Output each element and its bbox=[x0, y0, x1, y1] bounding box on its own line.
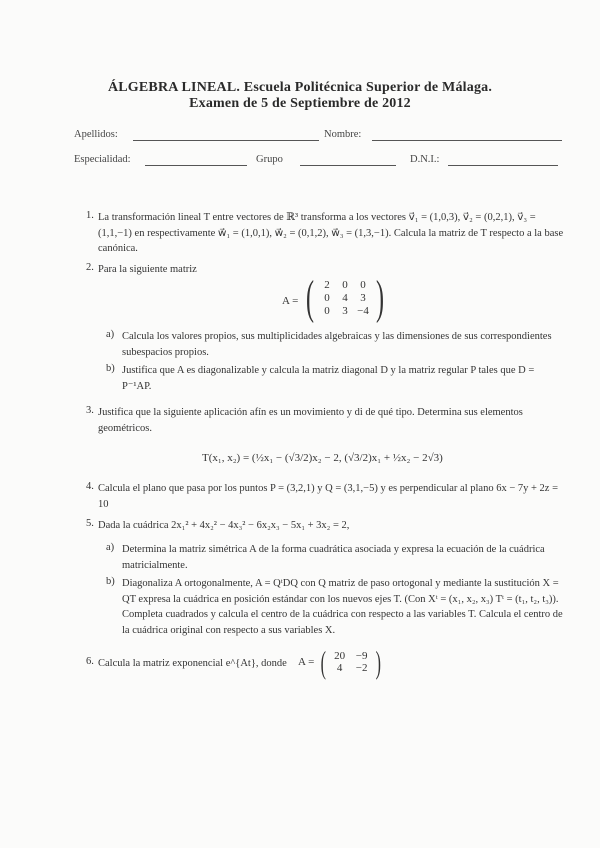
matrix-a-entries bbox=[318, 279, 372, 317]
part-label: b) bbox=[106, 363, 115, 374]
matrix-entry: 0 bbox=[342, 279, 348, 291]
apellidos-label: Apellidos: bbox=[74, 129, 118, 140]
question-number: 3. bbox=[86, 405, 94, 416]
question-number: 6. bbox=[86, 656, 94, 667]
matrix-entry: 3 bbox=[342, 305, 348, 317]
part-label: b) bbox=[106, 576, 115, 587]
matrix-a-exp: ( 20 −9 4 −2 ) bbox=[320, 644, 381, 680]
matrix-a: ( 2 0 0 0 4 3 0 3 −4 ) bbox=[305, 271, 384, 324]
especialidad-label: Especialidad: bbox=[74, 154, 131, 165]
matrix-entry: −9 bbox=[355, 650, 368, 662]
grupo-label: Grupo bbox=[256, 154, 283, 165]
question-number: 1. bbox=[86, 210, 94, 221]
apellidos-field[interactable] bbox=[133, 140, 319, 141]
matrix-entry: 2 bbox=[324, 279, 330, 291]
matrix-entry: 4 bbox=[342, 292, 348, 304]
question-3-text: Justifica que la siguiente aplicación afín es un movimiento y di de qué tipo. Determina sus elementos geométricos. bbox=[98, 407, 523, 434]
matrix-a-label: A = bbox=[282, 295, 299, 307]
question-5-text: Dada la cuádrica 2x₁² + 4x₂² − 4x₃² − 6x₂x₃ − 5x₁ + 3x₂ = 2, bbox=[98, 520, 350, 531]
dni-field[interactable] bbox=[448, 165, 558, 166]
matrix-entry: −4 bbox=[357, 305, 369, 317]
matrix-a-label: A = bbox=[298, 656, 315, 668]
question-number: 5. bbox=[86, 518, 94, 529]
question-6-text: Calcula la matriz exponencial e^{At}, donde bbox=[98, 658, 287, 669]
matrix-entry: 0 bbox=[324, 292, 330, 304]
grupo-field[interactable] bbox=[300, 165, 396, 166]
question-2-text: Para la siguiente matriz bbox=[98, 264, 197, 275]
matrix-entry: 4 bbox=[336, 662, 343, 674]
matrix-entry: 0 bbox=[360, 279, 366, 291]
matrix-entry: 20 bbox=[334, 650, 346, 662]
matrix-entry: 3 bbox=[360, 292, 366, 304]
affine-map-equation: T(x₁, x₂) = (½x₁ − (√3/2)x₂ − 2, (√3/2)x₁ + ½x₂ − 2√3) bbox=[202, 452, 443, 464]
question-2b-text: Justifica que A es diagonalizable y calcula la matriz diagonal D y la matriz regular P tales que D = P⁻¹AP. bbox=[122, 365, 535, 392]
part-label: a) bbox=[106, 329, 115, 340]
part-label: a) bbox=[106, 542, 115, 553]
matrix-entry: 0 bbox=[324, 305, 330, 317]
question-4-text: Calcula el plano que pasa por los puntos P = (3,2,1) y Q = (3,1,−5) y es perpendicular al plano 6x − 7y + 2z = 10 bbox=[98, 483, 559, 510]
question-2a-text: Calcula los valores propios, sus multiplicidades algebraicas y las dimensiones de sus correspondientes subespacios propios. bbox=[122, 331, 552, 358]
nombre-label: Nombre: bbox=[324, 129, 362, 140]
dni-label: D.N.I.: bbox=[410, 154, 440, 165]
especialidad-field[interactable] bbox=[145, 165, 247, 166]
matrix-entry: −2 bbox=[355, 662, 368, 674]
nombre-field[interactable] bbox=[372, 140, 562, 141]
question-5b-text: Diagonaliza A ortogonalmente, A = QᵗDQ con Q matriz de paso ortogonal y mediante la sustitución X = QT expresa la cuádrica en posición estándar con los nuevos ejes T. (Con Xᵗ = (x₁, x₂, x₃) Tᵗ = (t₁, t₂, t₃)). Completa cuadrados y calcula el centro de la cuádrica con respecto a las variables T. Calcula el centro de la cuádrica original con respecto a sus variables X. bbox=[122, 578, 563, 636]
question-number: 4. bbox=[86, 481, 94, 492]
question-number: 2. bbox=[86, 262, 94, 273]
question-1-text: La transformación lineal T entre vectores de ℝ³ transforma a los vectores v⃗₁ = (1,0,3), v⃗₂ = (0,2,1), v⃗₃ = (1,1,−1) en respectivamente w⃗₁ = (1,0,1), w⃗₂ = (0,1,2), w⃗₃ = (1,3,−1). Calcula la matriz de T respecto a la base canónica. bbox=[98, 212, 564, 254]
exam-title: ÁLGEBRA LINEAL. Escuela Politécnica Superior de Málaga. bbox=[107, 80, 493, 95]
exam-subtitle: Examen de 5 de Septiembre de 2012 bbox=[189, 96, 411, 111]
question-5a-text: Determina la matriz simétrica A de la forma cuadrática asociada y expresa la ecuación de la cuádrica matricialmente. bbox=[122, 544, 545, 571]
matrix-a-exp-entries bbox=[329, 650, 373, 674]
